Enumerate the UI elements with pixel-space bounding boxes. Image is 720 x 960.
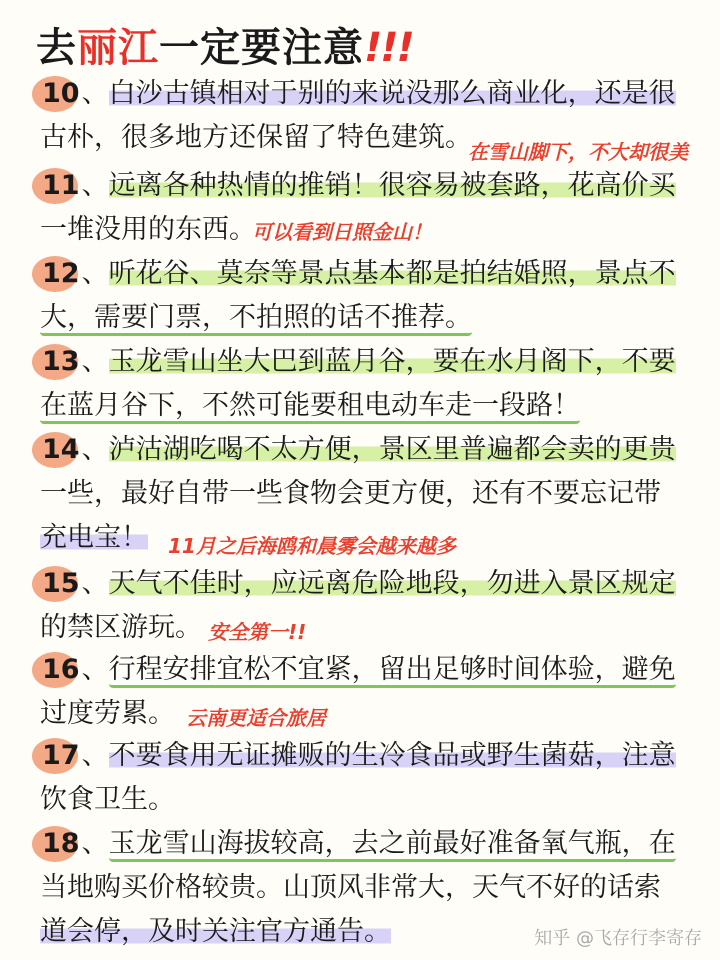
handwritten-note: 在雪山脚下，不大却很美 [468,140,688,164]
list-item [40,340,690,428]
item-text-line: 玉龙雪山坐大巴到蓝月谷，要在水月阁下，不要 [108,346,676,377]
item-text-line: 远离各种热情的推销！很容易被套路，花高价买 [108,170,676,201]
item-number: 10 [40,72,82,116]
handwritten-note: 云南更适合旅居 [186,706,326,730]
item-separator: 、 [81,170,109,201]
list-item [40,562,690,650]
item-text-line: 在蓝月谷下，不然可能要租电动车走一段路！ [40,390,580,424]
item-text-line: 当地购买价格较贵。山顶风非常大，天气不好的话索 [40,872,661,903]
item-number: 13 [40,340,82,384]
item-text-line: 的禁区游玩。 [40,612,202,643]
title-part-1: 去 [36,25,77,71]
item-separator: 、 [81,568,109,599]
item-text-line: 过度劳累。 [40,698,175,729]
item-text-line: 道会停，及时关注官方通告。 [40,916,391,947]
title-exclamation: !!! [364,25,413,71]
item-text-line: 一些，最好自带一些食物会更方便，还有不要忘记带 [40,478,661,509]
item-number: 15 [40,562,82,606]
handwritten-note: 11月之后海鸥和晨雾会越来越多 [168,534,456,558]
list-item [40,428,690,560]
item-separator: 、 [81,828,109,859]
item-separator: 、 [81,346,109,377]
item-separator: 、 [81,434,109,465]
watermark: 知乎 @飞存行李寄存 [534,928,702,949]
list-item [40,164,690,252]
item-text-line: 不要食用无证摊贩的生冷食品或野生菌菇，注意 [108,740,676,771]
list-item [40,648,690,736]
item-number: 14 [40,428,82,472]
item-separator: 、 [81,740,109,771]
item-number: 18 [40,822,82,866]
item-text-line: 饮食卫生。 [40,784,175,815]
item-text-line: 白沙古镇相对于别的来说没那么商业化，还是很 [108,78,676,109]
item-text-line: 大，需要门票，不拍照的话不推荐。 [40,302,472,336]
item-text-line: 玉龙雪山海拔较高，去之前最好准备氧气瓶，在 [109,828,676,862]
item-text-line: 古朴，很多地方还保留了特色建筑。 [40,122,472,153]
item-text-line: 行程安排宜松不宜紧，留出足够时间体验，避免 [109,654,676,688]
item-text-line: 充电宝！ [40,522,148,553]
item-text-line: 泸沽湖吃喝不太方便，景区里普遍都会卖的更贵 [108,434,676,465]
item-number: 16 [40,648,82,692]
list-item [40,72,690,164]
item-separator: 、 [81,654,109,685]
item-separator: 、 [81,258,109,289]
item-number: 12 [40,252,82,296]
item-text-line: 听花谷、莫奈等景点基本都是拍结婚照，景点不 [108,258,676,289]
item-separator: 、 [81,78,109,109]
title-part-2: 丽江 [77,25,159,71]
title-part-3: 一定要注意 [159,25,364,71]
list-item [40,734,690,822]
handwritten-note: 安全第一!! [208,620,307,644]
item-number: 11 [40,164,82,208]
item-text-line: 天气不佳时，应远离危险地段，勿进入景区规定 [108,568,676,599]
handwritten-note: 可以看到日照金山！ [252,220,432,244]
item-number: 17 [40,734,82,778]
page-title [36,16,413,73]
list-item [40,252,690,340]
item-text-line: 一堆没用的东西。 [40,214,256,245]
